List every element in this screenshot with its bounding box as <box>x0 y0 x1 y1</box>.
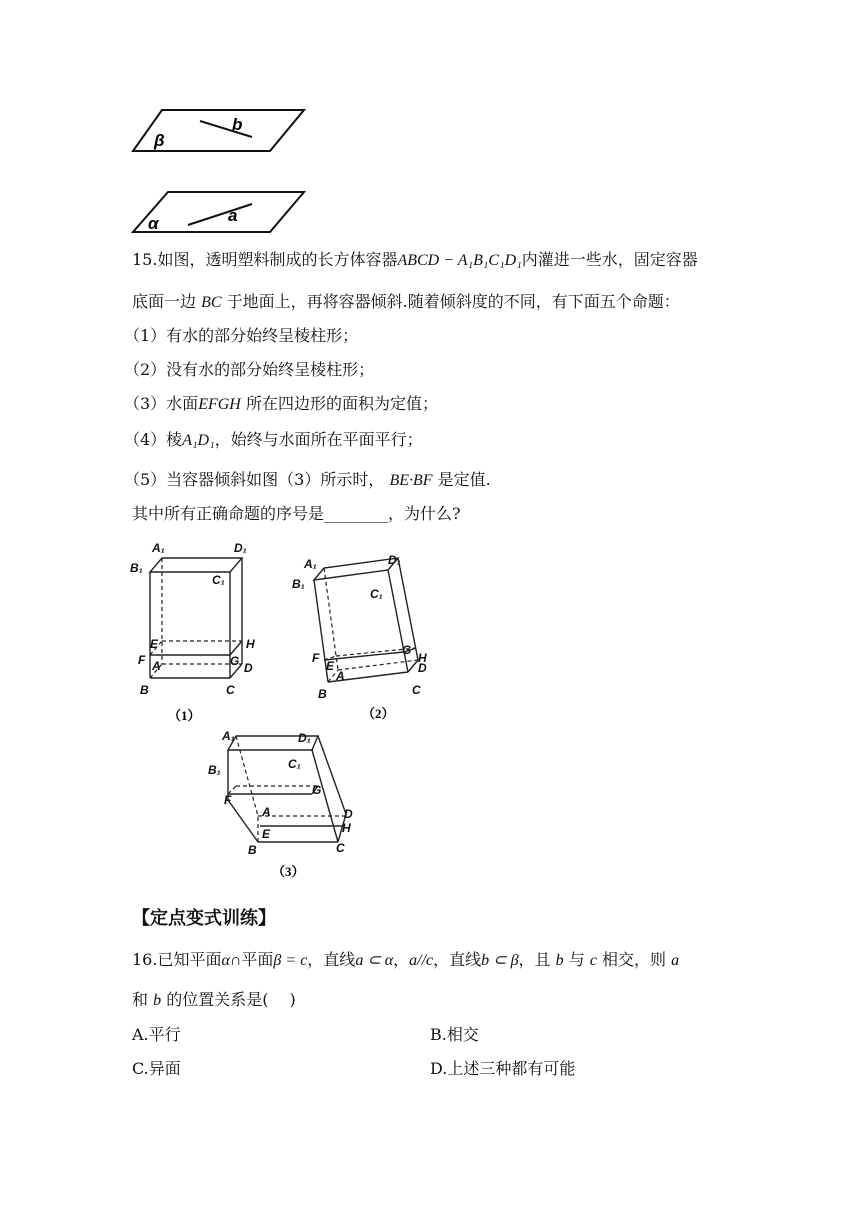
q15-line-2: 底面一边 BC 于地面上，再将容器倾斜.随着倾斜度的不同，有下面五个命题： <box>132 292 680 311</box>
plane-alpha-diagram <box>128 188 308 236</box>
fig1-label-G: G <box>230 654 240 668</box>
fig1-label-D1: D₁ <box>234 541 247 555</box>
label-alpha: α <box>148 214 159 233</box>
figure-1 <box>128 538 278 726</box>
fig2-caption: （2） <box>362 706 395 721</box>
fig3-caption: （3） <box>272 864 305 879</box>
line-b <box>200 121 252 137</box>
fig1-label-B: B <box>140 683 149 697</box>
section-heading: 【定点变式训练】 <box>132 908 276 929</box>
fig2-label-A: A <box>336 669 345 683</box>
fig2-label-E: E <box>326 659 335 673</box>
q15-statement-3: （3）水面EFGH 所在四边形的面积为定值； <box>124 394 438 413</box>
fig2-label-F: F <box>312 651 320 665</box>
fig1-label-B1: B₁ <box>130 561 143 575</box>
fig2-label-D: D <box>418 661 427 675</box>
q15-statement-4: （4）棱A₁D₁，始终与水面所在平面平行； <box>124 430 423 449</box>
fig2-label-G: G <box>402 643 412 657</box>
fig3-label-D: D <box>344 807 353 821</box>
fig3-label-F: F <box>224 793 232 807</box>
q15-line-1: 15.如图，透明塑料制成的长方体容器ABCD − A₁B₁C₁D₁内灌进一些水，固定容器 <box>132 250 698 269</box>
fig1-label-H: H <box>246 637 255 651</box>
figure-2 <box>292 550 452 722</box>
fig1-caption: （1） <box>168 708 201 723</box>
fig2-label-C: C <box>412 683 421 697</box>
fig2-label-A1: A₁ <box>304 557 317 571</box>
q16-option-a: A.平行 <box>132 1025 181 1044</box>
fig2-label-B: B <box>318 687 327 701</box>
q15-statement-1: （1）有水的部分始终呈棱柱形； <box>124 326 359 345</box>
label-a: a <box>228 206 238 225</box>
fig1-label-D: D <box>244 661 253 675</box>
line-a <box>188 204 252 225</box>
plane-beta-diagram <box>128 104 308 156</box>
label-beta: β <box>154 131 165 150</box>
q16-option-b: B.相交 <box>430 1025 479 1044</box>
q16-option-c: C.异面 <box>132 1059 181 1078</box>
fig2-label-C1: C₁ <box>370 587 383 601</box>
fig2-label-D1: D₁ <box>388 553 401 567</box>
fig3-label-C: C <box>336 841 345 855</box>
q15-cuboid-name: ABCD − A₁B₁C₁D₁ <box>397 252 522 269</box>
fig3-label-A1: A₁ <box>222 729 235 743</box>
q15-question: 其中所有正确命题的序号是________，为什么? <box>132 504 461 523</box>
figure-3 <box>200 724 370 884</box>
fig1-label-A1: A₁ <box>152 541 165 555</box>
fig1-label-A: A <box>152 659 161 673</box>
plane-alpha <box>133 192 304 232</box>
fig3-label-C1: C₁ <box>288 757 301 771</box>
fig1-label-C1: C₁ <box>212 573 225 587</box>
fig3-label-B: B <box>248 843 257 857</box>
fig1-label-C: C <box>226 683 235 697</box>
fig3-label-G: G <box>312 783 322 797</box>
fig1-label-E: E <box>150 637 159 651</box>
fig1-label-F: F <box>138 653 146 667</box>
q16-option-d: D.上述三种都有可能 <box>430 1059 576 1078</box>
fig3-label-B1: B₁ <box>208 763 221 777</box>
q16-line-1: 16.已知平面α∩平面β = c，直线a ⊂ α，a//c，直线b ⊂ β，且 b 与 c 相交，则 a <box>132 950 680 969</box>
label-b: b <box>232 115 243 134</box>
q15-statement-5: （5）当容器倾斜如图（3）所示时， BE·BF 是定值. <box>124 470 491 489</box>
fig2-label-H: H <box>418 651 427 665</box>
q15-statement-2: （2）没有水的部分始终呈棱柱形； <box>124 360 375 379</box>
fig3-label-D1: D₁ <box>298 731 311 745</box>
fig3-label-A: A <box>262 805 271 819</box>
fig2-label-B1: B₁ <box>292 577 305 591</box>
fig3-label-H: H <box>342 821 351 835</box>
fig3-label-E: E <box>262 827 271 841</box>
q16-line-2: 和 b 的位置关系是( ) <box>132 990 296 1009</box>
